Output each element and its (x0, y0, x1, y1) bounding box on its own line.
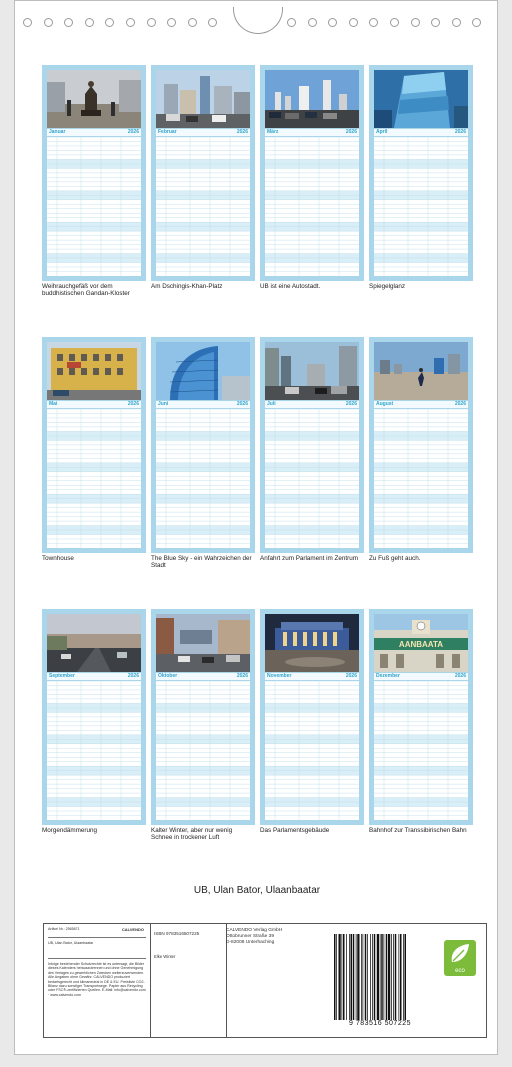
month-caption: Das Parlamentsgebäude (260, 827, 330, 834)
day-grid (265, 137, 359, 276)
calendar-back-sheet (14, 0, 498, 1055)
binding-ring (147, 18, 156, 27)
month-header (156, 673, 250, 680)
month-caption: The Blue Sky - ein Wahrzeichen der Stadt (151, 555, 252, 569)
month-photo (374, 70, 468, 128)
month-frame (369, 609, 473, 825)
month-frame (42, 65, 146, 281)
info-column-barcode (326, 924, 486, 1037)
binding-ring (328, 18, 337, 27)
month-caption: Anfahrt zum Parlament im Zentrum (260, 555, 358, 562)
month-caption: UB ist eine Autostadt. (260, 283, 321, 290)
month-frame (369, 337, 473, 553)
binding-ring (452, 18, 461, 27)
month-frame (151, 337, 255, 553)
month-frame (151, 609, 255, 825)
month-name: August (376, 401, 394, 407)
month-frame (369, 65, 473, 281)
month-year: 2026 (236, 129, 248, 135)
month-header (265, 673, 359, 680)
month-frame (42, 609, 146, 825)
month-year: 2026 (345, 673, 357, 679)
month-photo (374, 614, 468, 672)
binding-ring (64, 18, 73, 27)
month-frame (260, 65, 364, 281)
month-year: 2026 (127, 673, 139, 679)
eco-label: eco (455, 968, 465, 974)
publisher-street: Ottobrunner Straße 39 (226, 934, 274, 939)
barcode-number: 9 783516 507225 (349, 1020, 411, 1027)
info-column-publisher (226, 924, 322, 1037)
binding-ring (472, 18, 481, 27)
month-name: April (376, 129, 388, 135)
month-photo (47, 342, 141, 400)
binding-ring (349, 18, 358, 27)
month-frame (42, 337, 146, 553)
month-header (47, 401, 141, 408)
month-header (374, 673, 468, 680)
month-year: 2026 (127, 129, 139, 135)
day-grid (47, 137, 141, 276)
calendar-title-small: UB, Ulan Bator, Ulaanbaatar (48, 941, 94, 945)
calendar-title: UB, Ulan Bator, Ulaanbaatar (193, 885, 321, 896)
publisher-city: D-82008 Unterhaching (226, 940, 275, 945)
product-info-box (43, 923, 487, 1038)
hanger-hook (233, 7, 283, 34)
leaf-icon (444, 940, 476, 968)
binding-ring (126, 18, 135, 27)
month-header (156, 401, 250, 408)
month-photo (156, 70, 250, 128)
info-column-isbn (150, 924, 227, 1037)
month-year: 2026 (345, 401, 357, 407)
binding-ring (308, 18, 317, 27)
month-frame (260, 609, 364, 825)
month-name: Oktober (158, 673, 178, 679)
day-grid (47, 681, 141, 820)
month-caption: Zu Fuß geht auch. (369, 555, 421, 562)
month-photo (374, 342, 468, 400)
month-name: Juni (158, 401, 169, 407)
month-header (374, 401, 468, 408)
binding-ring (390, 18, 399, 27)
binding-ring (208, 18, 217, 27)
month-name: Mai (49, 401, 58, 407)
month-name: September (49, 673, 75, 679)
barcode-image (332, 934, 432, 1022)
publisher-name: CALVENDO Verlag GmbH (226, 928, 283, 933)
month-photo (156, 342, 250, 400)
month-photo (47, 70, 141, 128)
month-caption: Townhouse (42, 555, 74, 562)
month-year: 2026 (127, 401, 139, 407)
month-header (265, 401, 359, 408)
day-grid (265, 409, 359, 548)
binding-ring (85, 18, 94, 27)
month-header (374, 129, 468, 136)
month-year: 2026 (236, 401, 248, 407)
month-name: Januar (49, 129, 66, 135)
month-caption: Weihrauchgefäß vor dem buddhistischen Gandan-Kloster (42, 283, 130, 297)
month-photo (265, 70, 359, 128)
binding-ring (287, 18, 296, 27)
month-photo (156, 614, 250, 672)
day-grid (265, 681, 359, 820)
month-caption: Morgendämmerung (42, 827, 97, 834)
month-photo (47, 614, 141, 672)
isbn: ISBN 9783516507225 (154, 931, 200, 936)
month-name: Dezember (376, 673, 400, 679)
month-name: Februar (158, 129, 177, 135)
month-caption: Am Dschingis-Khan-Platz (151, 283, 223, 290)
info-column-rights (44, 924, 151, 1037)
day-grid (156, 409, 250, 548)
month-caption: Bahnhof zur Transsibirischen Bahn (369, 827, 467, 834)
month-frame (151, 65, 255, 281)
publisher-logo: CALVENDO (121, 927, 144, 932)
month-header (265, 129, 359, 136)
day-grid (374, 137, 468, 276)
month-name: März (267, 129, 279, 135)
day-grid (374, 409, 468, 548)
svg-text:AANBAATA: AANBAATA (398, 640, 444, 649)
day-grid (156, 681, 250, 820)
month-name: Juli (267, 401, 276, 407)
binding-ring (431, 18, 440, 27)
binding-ring (23, 18, 32, 27)
binding-ring (411, 18, 420, 27)
binding-ring (188, 18, 197, 27)
month-caption: Spiegelglanz (369, 283, 406, 290)
day-grid (47, 409, 141, 548)
article-number: Artikel Nr.: 2565871 (48, 927, 80, 931)
month-year: 2026 (454, 673, 466, 679)
author: Elke Winter (154, 954, 176, 959)
binding-ring (44, 18, 53, 27)
month-header (47, 673, 141, 680)
day-grid (374, 681, 468, 820)
month-header (47, 129, 141, 136)
month-year: 2026 (236, 673, 248, 679)
month-frame (260, 337, 364, 553)
month-header (156, 129, 250, 136)
binding-ring (105, 18, 114, 27)
rights-text: Infolge bestehender Schutzrechte ist es untersagt, die Bilder dieses Kalenders herauszutrennen und ohne Genehmigung des Verlages zu gewerblichen Zwecken weiterzuverwenden. Alle Angaben ohne Gewähr. CALVENDO produziert bedarfsgerecht und klimaneutral in DE & EU. Preisliste CO2-Bilanz dazu sonstiger Transportwege. Papier aus Recycling oder FSC®-zertifizierten Quellen. E-Mail: info@calvendo.com · www.calvendo.com (48, 962, 146, 997)
month-photo (265, 342, 359, 400)
day-grid (156, 137, 250, 276)
month-photo (265, 614, 359, 672)
month-year: 2026 (454, 129, 466, 135)
binding-ring (167, 18, 176, 27)
month-name: November (267, 673, 292, 679)
month-year: 2026 (454, 401, 466, 407)
eco-badge (444, 940, 476, 976)
month-caption: Kalter Winter, aber nur wenig Schnee in trockener Luft (151, 827, 233, 841)
month-year: 2026 (345, 129, 357, 135)
binding-ring (369, 18, 378, 27)
spiral-binding (15, 13, 499, 33)
